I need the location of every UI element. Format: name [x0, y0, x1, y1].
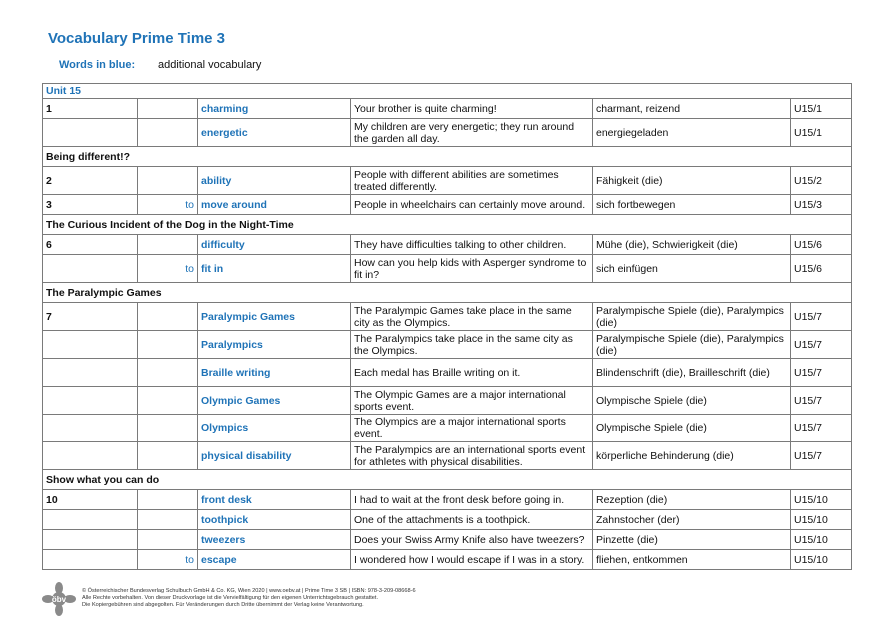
infinitive-marker: to [138, 195, 198, 215]
infinitive-marker [138, 119, 198, 147]
section-title: The Paralympic Games [43, 283, 852, 303]
german-translation: sich einfügen [593, 255, 791, 283]
example-sentence: Your brother is quite charming! [351, 99, 593, 119]
german-translation: energiegeladen [593, 119, 791, 147]
copyright-line: © Österreichischer Bundesverlag Schulbuch GmbH & Co. KG, Wien 2020 | www.oebv.at | Prime Time 3 SB | ISBN: 978-3-209-08668-6 [82, 588, 416, 594]
vocab-row [43, 255, 852, 283]
german-translation: Paralympische Spiele (die), Paralympics (die) [593, 303, 791, 331]
example-sentence: The Paralympics are an international sports event for athletes with physical disabilities. [351, 442, 593, 470]
vocab-word: escape [198, 550, 351, 570]
unit-title: Unit 15 [43, 84, 852, 99]
unit-reference: U15/7 [791, 303, 852, 331]
german-translation: Fähigkeit (die) [593, 167, 791, 195]
example-sentence: One of the attachments is a toothpick. [351, 510, 593, 530]
infinitive-marker [138, 530, 198, 550]
step-number [43, 442, 138, 470]
unit-reference: U15/2 [791, 167, 852, 195]
example-sentence: Does your Swiss Army Knife also have tweezers? [351, 530, 593, 550]
german-translation: Olympische Spiele (die) [593, 415, 791, 442]
infinitive-marker [138, 510, 198, 530]
german-translation: körperliche Behinderung (die) [593, 442, 791, 470]
unit-reference: U15/7 [791, 415, 852, 442]
step-number [43, 255, 138, 283]
unit-reference: U15/1 [791, 99, 852, 119]
oebv-logo [42, 582, 76, 616]
german-translation: sich fortbewegen [593, 195, 791, 215]
copyright-notice [82, 588, 602, 609]
infinitive-marker [138, 387, 198, 415]
vocab-row [43, 490, 852, 510]
vocab-row [43, 387, 852, 415]
step-number: 2 [43, 167, 138, 195]
german-translation: charmant, reizend [593, 99, 791, 119]
section-title: The Curious Incident of the Dog in the Night-Time [43, 215, 852, 235]
unit-header-row [43, 84, 852, 99]
unit-reference: U15/3 [791, 195, 852, 215]
example-sentence: How can you help kids with Asperger syndrome to fit in? [351, 255, 593, 283]
unit-reference: U15/7 [791, 442, 852, 470]
unit-reference: U15/10 [791, 550, 852, 570]
unit-reference: U15/10 [791, 490, 852, 510]
vocab-word: front desk [198, 490, 351, 510]
german-translation: Olympische Spiele (die) [593, 387, 791, 415]
vocab-row [43, 415, 852, 442]
legend-label: Words in blue: [59, 59, 136, 71]
german-translation: Mühe (die), Schwierigkeit (die) [593, 235, 791, 255]
german-translation: Rezeption (die) [593, 490, 791, 510]
example-sentence: My children are very energetic; they run around the garden all day. [351, 119, 593, 147]
infinitive-marker [138, 99, 198, 119]
vocab-word: difficulty [198, 235, 351, 255]
step-number: 10 [43, 490, 138, 510]
vocab-word: charming [198, 99, 351, 119]
legend-value: additional vocabulary [158, 59, 262, 71]
vocab-word: energetic [198, 119, 351, 147]
vocab-row [43, 99, 852, 119]
section-row [43, 147, 852, 167]
example-sentence: Each medal has Braille writing on it. [351, 359, 593, 387]
vocab-row [43, 442, 852, 470]
vocab-word: Braille writing [198, 359, 351, 387]
vocab-row [43, 235, 852, 255]
german-translation: Paralympische Spiele (die), Paralympics (die) [593, 331, 791, 359]
section-title: Show what you can do [43, 470, 852, 490]
step-number [43, 331, 138, 359]
unit-reference: U15/6 [791, 235, 852, 255]
step-number [43, 510, 138, 530]
german-translation: fliehen, entkommen [593, 550, 791, 570]
infinitive-marker [138, 415, 198, 442]
step-number: 6 [43, 235, 138, 255]
example-sentence: The Paralympic Games take place in the same city as the Olympics. [351, 303, 593, 331]
unit-reference: U15/7 [791, 331, 852, 359]
german-translation: Blindenschrift (die), Brailleschrift (die) [593, 359, 791, 387]
vocab-row [43, 119, 852, 147]
vocab-row [43, 530, 852, 550]
step-number [43, 387, 138, 415]
infinitive-marker [138, 167, 198, 195]
example-sentence: The Olympic Games are a major international sports event. [351, 387, 593, 415]
example-sentence: I had to wait at the front desk before going in. [351, 490, 593, 510]
vocab-word: move around [198, 195, 351, 215]
vocab-word: tweezers [198, 530, 351, 550]
vocab-row [43, 331, 852, 359]
vocab-row [43, 167, 852, 195]
step-number: 1 [43, 99, 138, 119]
unit-reference: U15/10 [791, 530, 852, 550]
infinitive-marker [138, 442, 198, 470]
step-number [43, 550, 138, 570]
section-row [43, 283, 852, 303]
infinitive-marker [138, 235, 198, 255]
example-sentence: I wondered how I would escape if I was in a story. [351, 550, 593, 570]
vocab-word: Olympics [198, 415, 351, 442]
step-number [43, 530, 138, 550]
logo-text: öbv [51, 595, 67, 604]
vocab-row [43, 359, 852, 387]
vocab-row [43, 550, 852, 570]
vocab-word: fit in [198, 255, 351, 283]
german-translation: Pinzette (die) [593, 530, 791, 550]
example-sentence: The Olympics are a major international sports event. [351, 415, 593, 442]
example-sentence: People with different abilities are sometimes treated differently. [351, 167, 593, 195]
copyright-line: Die Kopiergebühren sind abgegolten. Für Veränderungen durch Dritte übernimmt der Verlag keine Verantwortung. [82, 602, 364, 608]
infinitive-marker: to [138, 550, 198, 570]
page-title: Vocabulary Prime Time 3 [48, 30, 226, 47]
step-number: 3 [43, 195, 138, 215]
infinitive-marker [138, 331, 198, 359]
section-title: Being different!? [43, 147, 852, 167]
infinitive-marker: to [138, 255, 198, 283]
example-sentence: They have difficulties talking to other children. [351, 235, 593, 255]
infinitive-marker [138, 359, 198, 387]
example-sentence: The Paralympics take place in the same city as the Olympics. [351, 331, 593, 359]
vocabulary-table [42, 83, 852, 570]
unit-reference: U15/6 [791, 255, 852, 283]
example-sentence: People in wheelchairs can certainly move around. [351, 195, 593, 215]
copyright-line: Alle Rechte vorbehalten. Von dieser Druckvorlage ist die Vervielfältigung für den eigenen Unterrichtsgebrauch gestattet. [82, 595, 379, 601]
step-number [43, 119, 138, 147]
section-row [43, 215, 852, 235]
unit-reference: U15/7 [791, 359, 852, 387]
vocab-row [43, 510, 852, 530]
vocab-word: toothpick [198, 510, 351, 530]
unit-reference: U15/10 [791, 510, 852, 530]
unit-reference: U15/7 [791, 387, 852, 415]
vocab-row [43, 303, 852, 331]
vocab-row [43, 195, 852, 215]
infinitive-marker [138, 303, 198, 331]
section-row [43, 470, 852, 490]
vocab-word: Paralympic Games [198, 303, 351, 331]
vocab-word: Paralympics [198, 331, 351, 359]
step-number: 7 [43, 303, 138, 331]
vocab-word: ability [198, 167, 351, 195]
infinitive-marker [138, 490, 198, 510]
vocab-word: physical disability [198, 442, 351, 470]
step-number [43, 415, 138, 442]
unit-reference: U15/1 [791, 119, 852, 147]
german-translation: Zahnstocher (der) [593, 510, 791, 530]
vocab-word: Olympic Games [198, 387, 351, 415]
step-number [43, 359, 138, 387]
